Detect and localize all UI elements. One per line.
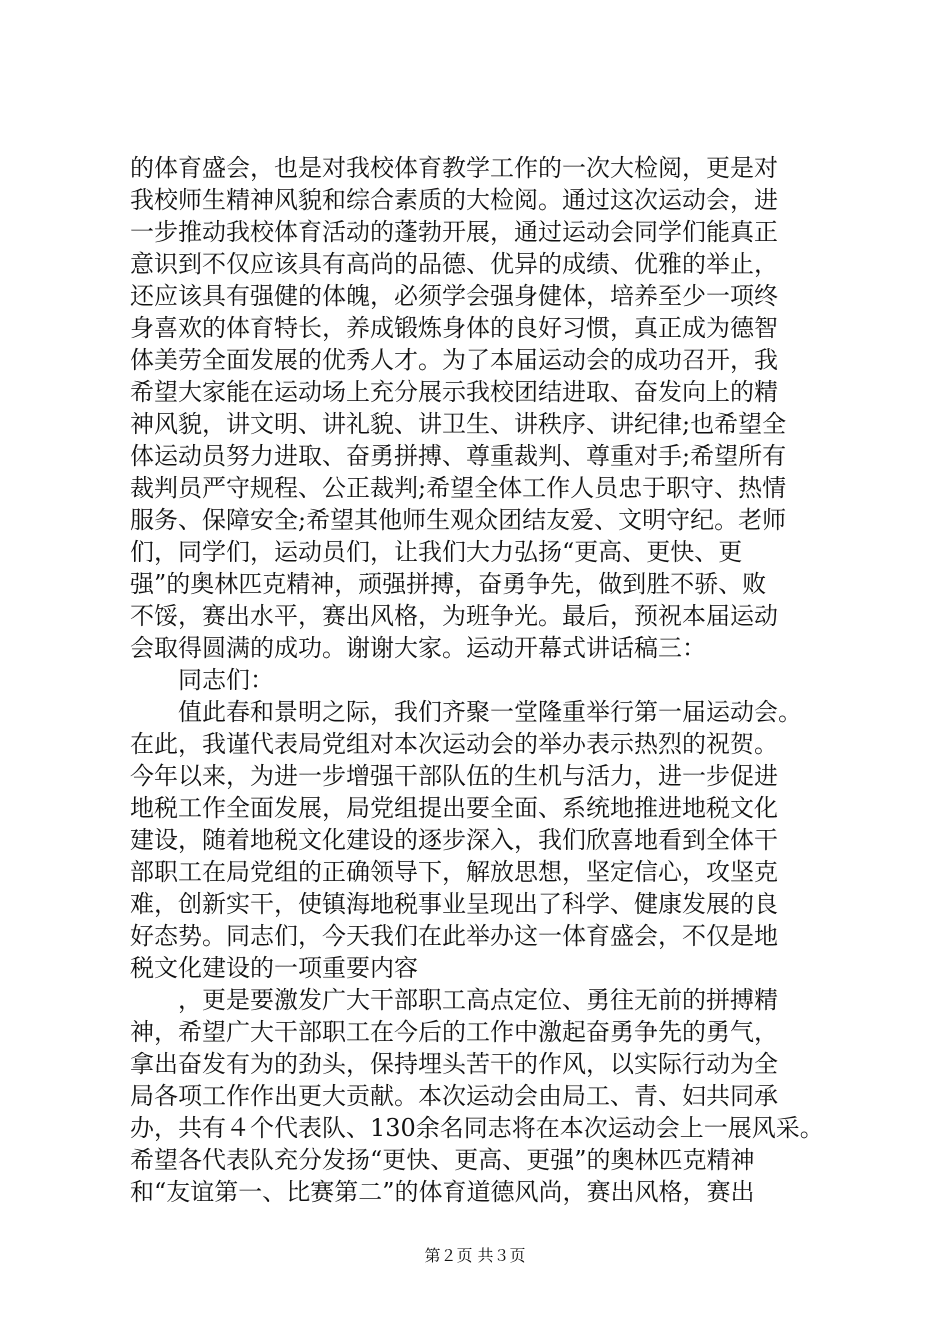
text-line: 部职工在局党组的正确领导下，解放思想，坚定信心，攻坚克 <box>130 858 778 886</box>
text-line: 的体育盛会，也是对我校体育教学工作的一次大检阅，更是对 <box>130 154 778 182</box>
text-line: 强”的奥林匹克精神，顽强拼搏，奋勇争先，做到胜不骄、败 <box>130 570 767 598</box>
text-line: 一步推动我校体育活动的蓬勃开展，通过运动会同学们能真正 <box>130 218 778 246</box>
text-line: 拿出奋发有为的劲头，保持埋头苦干的作风，以实际行动为全 <box>130 1050 778 1078</box>
text-line: 税文化建设的一项重要内容 <box>130 954 418 982</box>
text-line: 我校师生精神风貌和综合素质的大检阅。通过这次运动会，进 <box>130 186 778 214</box>
text-line: 希望各代表队充分发扬“更快、更高、更强”的奥林匹克精神 <box>130 1146 755 1174</box>
text-line: 不馁，赛出水平，赛出风格，为班争光。最后，预祝本届运动 <box>130 602 778 630</box>
text-line: 和“友谊第一、比赛第二”的体育道德风尚，赛出风格，赛出 <box>130 1178 755 1206</box>
text-line: 办，共有４个代表队、130余名同志将在本次运动会上一展风采。 <box>130 1114 824 1142</box>
salutation-line: 同志们： <box>130 666 274 694</box>
text-line: 在此，我谨代表局党组对本次运动会的举办表示热烈的祝贺。 <box>130 730 778 758</box>
text-line: 神风貌，讲文明、讲礼貌、讲卫生、讲秩序、讲纪律;也希望全 <box>130 410 787 438</box>
text-line: 好态势。同志们，今天我们在此举办这一体育盛会，不仅是地 <box>130 922 778 950</box>
text-line: 今年以来，为进一步增强干部队伍的生机与活力，进一步促进 <box>130 762 778 790</box>
page-number-footer: 第２页 共３页 <box>424 1246 526 1265</box>
text-line: 体美劳全面发展的优秀人才。为了本届运动会的成功召开，我 <box>130 346 778 374</box>
text-line: 们，同学们，运动员们，让我们大力弘扬“更高、更快、更 <box>130 538 743 566</box>
text-line: ，更是要激发广大干部职工高点定位、勇往无前的拼搏精 <box>130 986 778 1014</box>
text-line: 会取得圆满的成功。谢谢大家。运动开幕式讲话稿三： <box>130 634 706 662</box>
text-line: 建设，随着地税文化建设的逐步深入，我们欣喜地看到全体干 <box>130 826 778 854</box>
text-line: 体运动员努力进取、奋勇拼搏、尊重裁判、尊重对手;希望所有 <box>130 442 787 470</box>
text-line: 服务、保障安全;希望其他师生观众团结友爱、文明守纪。老师 <box>130 506 787 534</box>
text-line: 地税工作全面发展，局党组提出要全面、系统地推进地税文化 <box>130 794 778 822</box>
text-line: 还应该具有强健的体魄，必须学会强身健体，培养至少一项终 <box>130 282 778 310</box>
body-text <box>130 152 830 1208</box>
text-line: 希望大家能在运动场上充分展示我校团结进取、奋发向上的精 <box>130 378 778 406</box>
text-line: 值此春和景明之际，我们齐聚一堂隆重举行第一届运动会。 <box>130 698 802 726</box>
text-line: 身喜欢的体育特长，养成锻炼身体的良好习惯，真正成为德智 <box>130 314 778 342</box>
text-line: 裁判员严守规程、公正裁判;希望全体工作人员忠于职守、热情 <box>130 474 787 502</box>
text-line: 神，希望广大干部职工在今后的工作中激起奋勇争先的勇气， <box>130 1018 778 1046</box>
text-line: 局各项工作作出更大贡献。本次运动会由局工、青、妇共同承 <box>130 1082 778 1110</box>
text-line: 难，创新实干，使镇海地税事业呈现出了科学、健康发展的良 <box>130 890 778 918</box>
text-line: 意识到不仅应该具有高尚的品德、优异的成绩、优雅的举止， <box>130 250 778 278</box>
